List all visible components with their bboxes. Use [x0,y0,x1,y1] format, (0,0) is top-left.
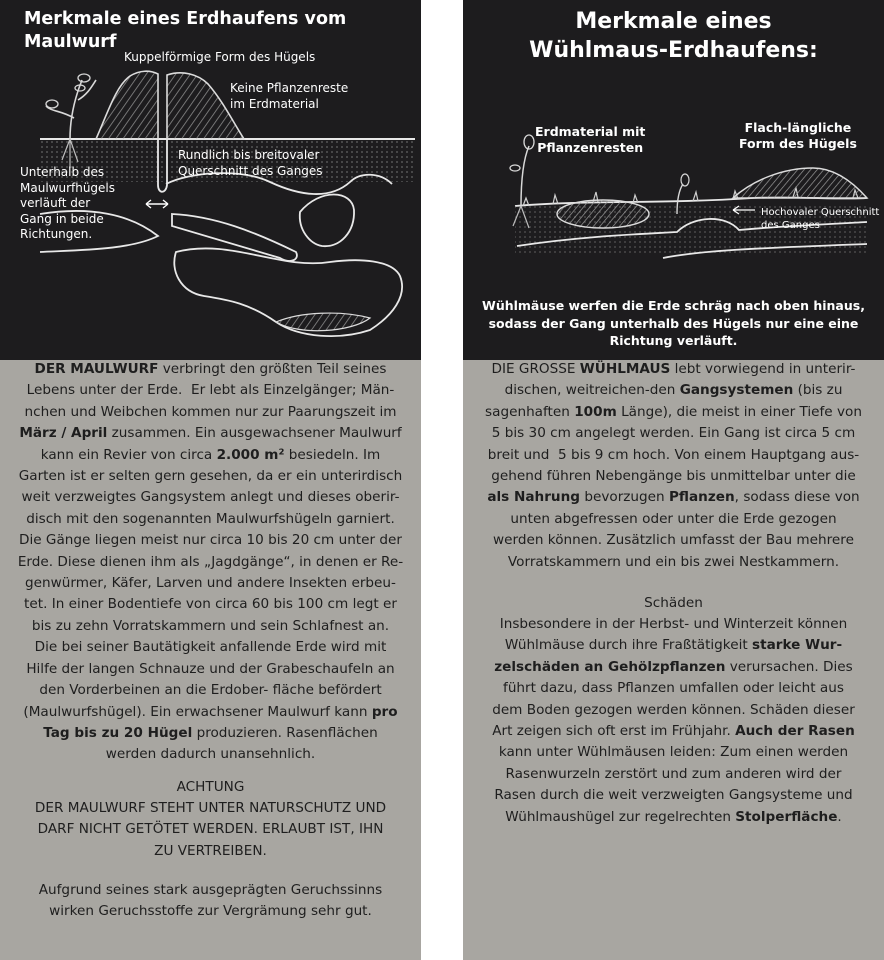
text-segment: . [837,808,842,825]
tunnel-both-directions-label: Unterhalb des Maulwurfhügels verläuft der Gang in beide Richtungen. [20,165,116,242]
vole-description [463,359,884,573]
vole-illustration-title: Merkmale eines Wühlmaus-Erdhaufens: [529,9,818,63]
no-plant-remains-label: Keine Pflanzenreste im Erdmaterial [230,81,349,111]
text-segment: bis zu zehn Vorratskammern und sein Schlafnest an. [31,617,390,634]
bold-text: März / April [19,425,108,442]
text-segment: (bis zu [793,382,843,399]
mole-illustration-title: Merkmale eines Erdhaufens vom Maulwurf [24,9,347,52]
text-line [0,594,421,615]
text-segment: verursachen. Dies [725,658,853,675]
text-segment: , sodass diese von [734,489,860,506]
text-segment: bevorzugen [580,489,669,506]
text-segment: besiedeln. Im [284,446,381,463]
dome-shape-label: Kuppelförmige Form des Hügels [124,50,316,64]
damage-heading: Schäden [644,595,703,611]
text-segment: dischen, weitreichen-den [504,382,680,399]
bold-text: Tag bis zu 20 Hügel [43,724,193,741]
mole-description [0,359,421,766]
bold-text: pro [371,703,398,720]
text-line [463,614,884,635]
vole-caption: Wühlmäuse werfen die Erde schräg nach oben hinaus, sodass der Gang unterhalb des Hügels nur eine eine Richtung verläuft. [482,298,865,348]
text-segment: Art zeigen sich oft erst im Frühjahr. [492,723,736,740]
text-line [0,423,421,444]
text-segment: weit verzweigtes Gangsystem anlegt und dieses oberir- [21,489,400,506]
bold-text: DER MAULWURF [34,361,159,377]
bold-text: WÜHLMAUS [579,361,671,377]
text-line [463,742,884,763]
text-line [0,445,421,466]
text-line [0,380,421,401]
text-line [0,487,421,508]
text-line [0,530,421,551]
text-segment: Die Gänge liegen meist nur circa 10 bis 20 cm unter der [19,532,402,549]
text-line [463,700,884,721]
text-segment: Rasen durch die weit verzweigten Gangsysteme und [494,787,853,804]
text-line [463,785,884,806]
text-segment: Hilfe der langen Schnauze und der Grabeschaufeln an [26,660,395,677]
text-line [463,657,884,678]
text-segment: (Maulwurfshügel). Ein erwachsener Maulwurf kann [23,703,372,720]
text-line [463,764,884,785]
bold-text: Gangsystemen [679,382,794,399]
flat-shape-label: Flach-längliche Form des Hügels [739,120,857,152]
text-segment: unten abgefressen oder unter die Erde gezogen [510,510,837,527]
text-segment: kann unter Wühlmäusen leiden: Zum einen werden [498,744,849,761]
text-segment: tet. In einer Bodentiefe von circa 60 bis 100 cm legt er [24,596,397,613]
text-segment: Rasenwurzeln zerstört und zum anderen wird der [505,765,842,782]
bold-text: Pflanzen [668,489,735,506]
text-line [0,402,421,423]
text-line [463,445,884,466]
text-segment: kann ein Revier von circa [40,446,217,463]
text-line [0,573,421,594]
text-line [463,721,884,742]
text-line [0,359,421,380]
bold-text: zelschäden an Gehölzpflanzen [494,658,726,675]
text-line [0,637,421,658]
text-segment: produzieren. Rasenflächen [192,724,378,741]
bold-text: 2.000 m² [216,446,285,463]
text-line [463,807,884,828]
text-line [0,616,421,637]
text-line [0,659,421,680]
text-segment: führt dazu, dass Pflanzen umfallen oder leicht aus [503,680,844,697]
text-segment: werden können. Zusätzlich umfasst der Bau mehrere [493,532,854,549]
damage-description [463,614,884,828]
text-segment: Länge), die meist in einer Tiefe von [616,403,862,420]
text-line [463,359,884,380]
text-segment: sagenhaften [485,403,575,420]
text-segment: dem Boden gezogen werden können. Schäden dieser [492,701,855,718]
text-segment: disch mit den sogenannten Maulwurfshügeln garniert. [26,510,395,527]
mole-panel [0,0,421,960]
text-segment: den Vorderbeinen an die Erdober- fläche befördert [39,682,382,699]
vole-illustration [463,0,884,360]
text-line [0,744,421,765]
text-line [463,466,884,487]
text-segment: Wühlmaushügel zur regelrechten [505,808,736,825]
text-segment: gehend führen Nebengänge bis unmittelbar unter die [491,468,856,485]
text-segment: nchen und Weibchen kommen nur zur Paarungszeit im [24,403,397,420]
text-segment: Die bei seiner Bautätigkeit anfallende Erde wird mit [34,639,387,656]
bold-text: als Nahrung [487,489,581,506]
mole-illustration [0,0,421,360]
text-segment: lebt vorwiegend in unterir- [670,361,856,377]
text-line [0,552,421,573]
text-line [463,635,884,656]
plant-remains-label: Erdmaterial mit Pflanzenresten [535,124,646,156]
text-line [463,380,884,401]
text-segment: breit und 5 bis 9 cm hoch. Von einem Hauptgang aus- [487,446,860,463]
text-segment: Erde. Diese dienen ihm als „Jagdgänge“, in denen er Re- [17,553,404,570]
text-line [463,509,884,530]
repellent-tip: Aufgrund seines stark ausgeprägten Geruchssinns wirken Geruchsstoffe zur Vergrämung sehr gut. [38,882,383,920]
warning-heading: ACHTUNG [176,779,245,795]
high-oval-cross-section-label: Hochovaler Querschnitt des Ganges [761,207,880,231]
text-segment: Lebens unter der Erde. Er lebt als Einzelgänger; Män- [26,382,395,399]
text-segment: zusammen. Ein ausgewachsener Maulwurf [107,425,402,442]
text-segment: DIE GROSSE [491,361,580,377]
bold-text: starke Wur- [752,637,843,654]
round-cross-section-label: Rundlich bis breitovaler Querschnitt des Ganges [178,148,323,178]
text-line [463,552,884,573]
text-segment: Wühlmäuse durch ihre Fraßtätigkeit [504,637,752,654]
text-segment: genwürmer, Käfer, Larven und andere Insekten erbeu- [25,575,396,592]
text-segment: verbringt den größten Teil seines [158,361,387,377]
text-segment: Vorratskammern und ein bis zwei Nestkammern. [507,553,840,570]
text-line [0,466,421,487]
text-segment: Insbesondere in der Herbst- und Winterzeit können [499,616,848,632]
warning-text: DER MAULWURF STEHT UNTER NATURSCHUTZ UND DARF NICHT GETÖTET WERDEN. ERLAUBT IST, IHN ZU VERTREIBEN. [34,800,387,859]
bold-text: Auch der Rasen [735,723,855,740]
text-line [0,680,421,701]
text-line [463,487,884,508]
text-line [463,402,884,423]
text-line [463,678,884,699]
bold-text: Stolperfläche [735,808,838,825]
text-line [463,530,884,551]
text-line [0,509,421,530]
text-segment: 5 bis 30 cm angelegt werden. Ein Gang ist circa 5 cm [491,425,856,442]
text-line [0,702,421,723]
text-segment: werden dadurch unansehnlich. [105,746,316,763]
text-segment: Garten ist er selten gern gesehen, da er ein unterirdisch [18,468,403,485]
vole-panel [463,0,884,960]
bold-text: 100m [574,403,617,420]
text-line [0,723,421,744]
text-line [463,423,884,444]
